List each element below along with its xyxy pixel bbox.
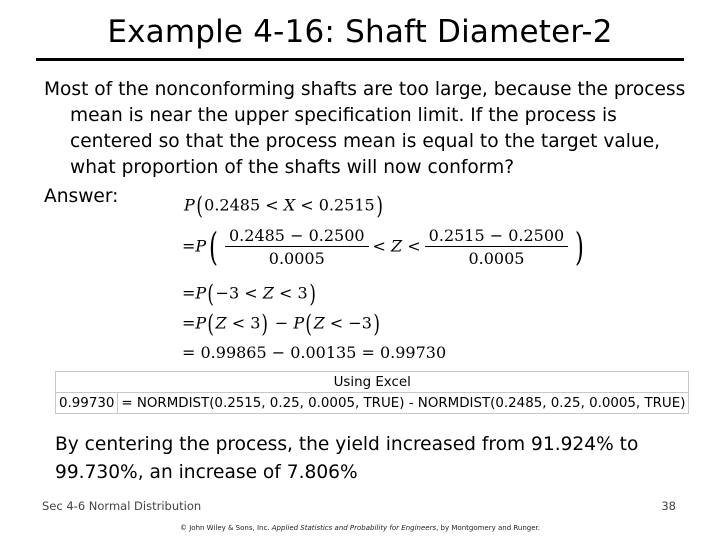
math-line-4	[182, 312, 381, 336]
numerator: 0.2485 − 0.2500	[225, 226, 369, 247]
copyright-book: Applied Statistics and Probability for Engineers	[271, 524, 437, 532]
close-paren: )	[261, 310, 269, 338]
open-paren: (	[196, 192, 203, 220]
problem-paragraph: Most of the nonconforming shafts are too large, because the process mean is near the upper specification limit. If the process is centered so that the process mean is equal to the target value, what proportion of the shafts will now conform?	[44, 79, 686, 178]
open-paren: (	[207, 280, 215, 308]
close-paren: )	[309, 280, 316, 308]
equals: =	[182, 313, 196, 333]
prob-symbol: P	[195, 313, 207, 333]
page-number: 38	[661, 499, 676, 513]
upper-bound: 3	[297, 283, 308, 303]
answer-label: Answer:	[44, 186, 119, 207]
prob-symbol: P	[184, 195, 195, 215]
excel-value: 0.99730	[56, 393, 118, 414]
less-than: <	[407, 236, 421, 256]
math-line-1	[184, 194, 384, 218]
footer-section: Sec 4-6 Normal Distribution	[42, 499, 202, 513]
close-paren: )	[376, 192, 383, 220]
fraction-upper	[425, 226, 569, 268]
less-than: <	[231, 313, 246, 333]
less-than: <	[300, 195, 314, 215]
math-line-2	[182, 226, 587, 268]
numerator: 0.2515 − 0.2500	[425, 226, 569, 247]
equals: =	[182, 236, 196, 256]
slide-title: Example 4-16: Shaft Diameter-2	[107, 14, 613, 50]
open-paren: (	[305, 310, 313, 338]
bound: 3	[250, 313, 261, 333]
open-paren: (	[209, 225, 219, 269]
prob-symbol: P	[195, 236, 207, 256]
conclusion-text: By centering the process, the yield increased from 91.924% to 99.730%, an increase of 7.806%	[55, 434, 639, 483]
variable: Z	[215, 313, 227, 333]
equals: =	[182, 283, 196, 303]
lower-bound: −3	[215, 283, 240, 303]
variable: Z	[391, 236, 403, 256]
variable: Z	[262, 283, 274, 303]
less-than: <	[244, 283, 258, 303]
denominator: 0.0005	[268, 249, 325, 268]
less-than: <	[372, 236, 386, 256]
upper-bound: 0.2515	[318, 195, 375, 215]
copyright-suffix: , by Montgomery and Runger.	[436, 524, 540, 532]
less-than: <	[278, 283, 293, 303]
close-paren: )	[575, 225, 585, 269]
bound: −3	[348, 313, 372, 333]
denominator: 0.0005	[468, 249, 525, 268]
excel-formula: = NORMDIST(0.2515, 0.25, 0.0005, TRUE) - NORMDIST(0.2485, 0.25, 0.0005, TRUE)	[118, 393, 689, 414]
prob-symbol: P	[293, 313, 305, 333]
less-than: <	[265, 195, 279, 215]
copyright-prefix: © John Wiley & Sons, Inc.	[180, 524, 270, 532]
title-underline	[36, 58, 684, 61]
prob-symbol: P	[195, 283, 207, 303]
less-than: <	[329, 313, 344, 333]
close-paren: )	[373, 310, 380, 338]
fraction-lower	[225, 226, 369, 268]
variable: Z	[313, 313, 325, 333]
math-line-3	[182, 282, 317, 306]
math-line-5: = 0.99865 − 0.00135 = 0.99730	[182, 343, 447, 362]
variable: X	[283, 195, 296, 215]
problem-statement	[44, 77, 694, 181]
excel-table	[55, 371, 689, 414]
copyright-notice	[0, 524, 720, 532]
excel-header: Using Excel	[56, 372, 689, 393]
minus: −	[274, 313, 289, 333]
lower-bound: 0.2485	[204, 195, 261, 215]
open-paren: (	[207, 310, 215, 338]
